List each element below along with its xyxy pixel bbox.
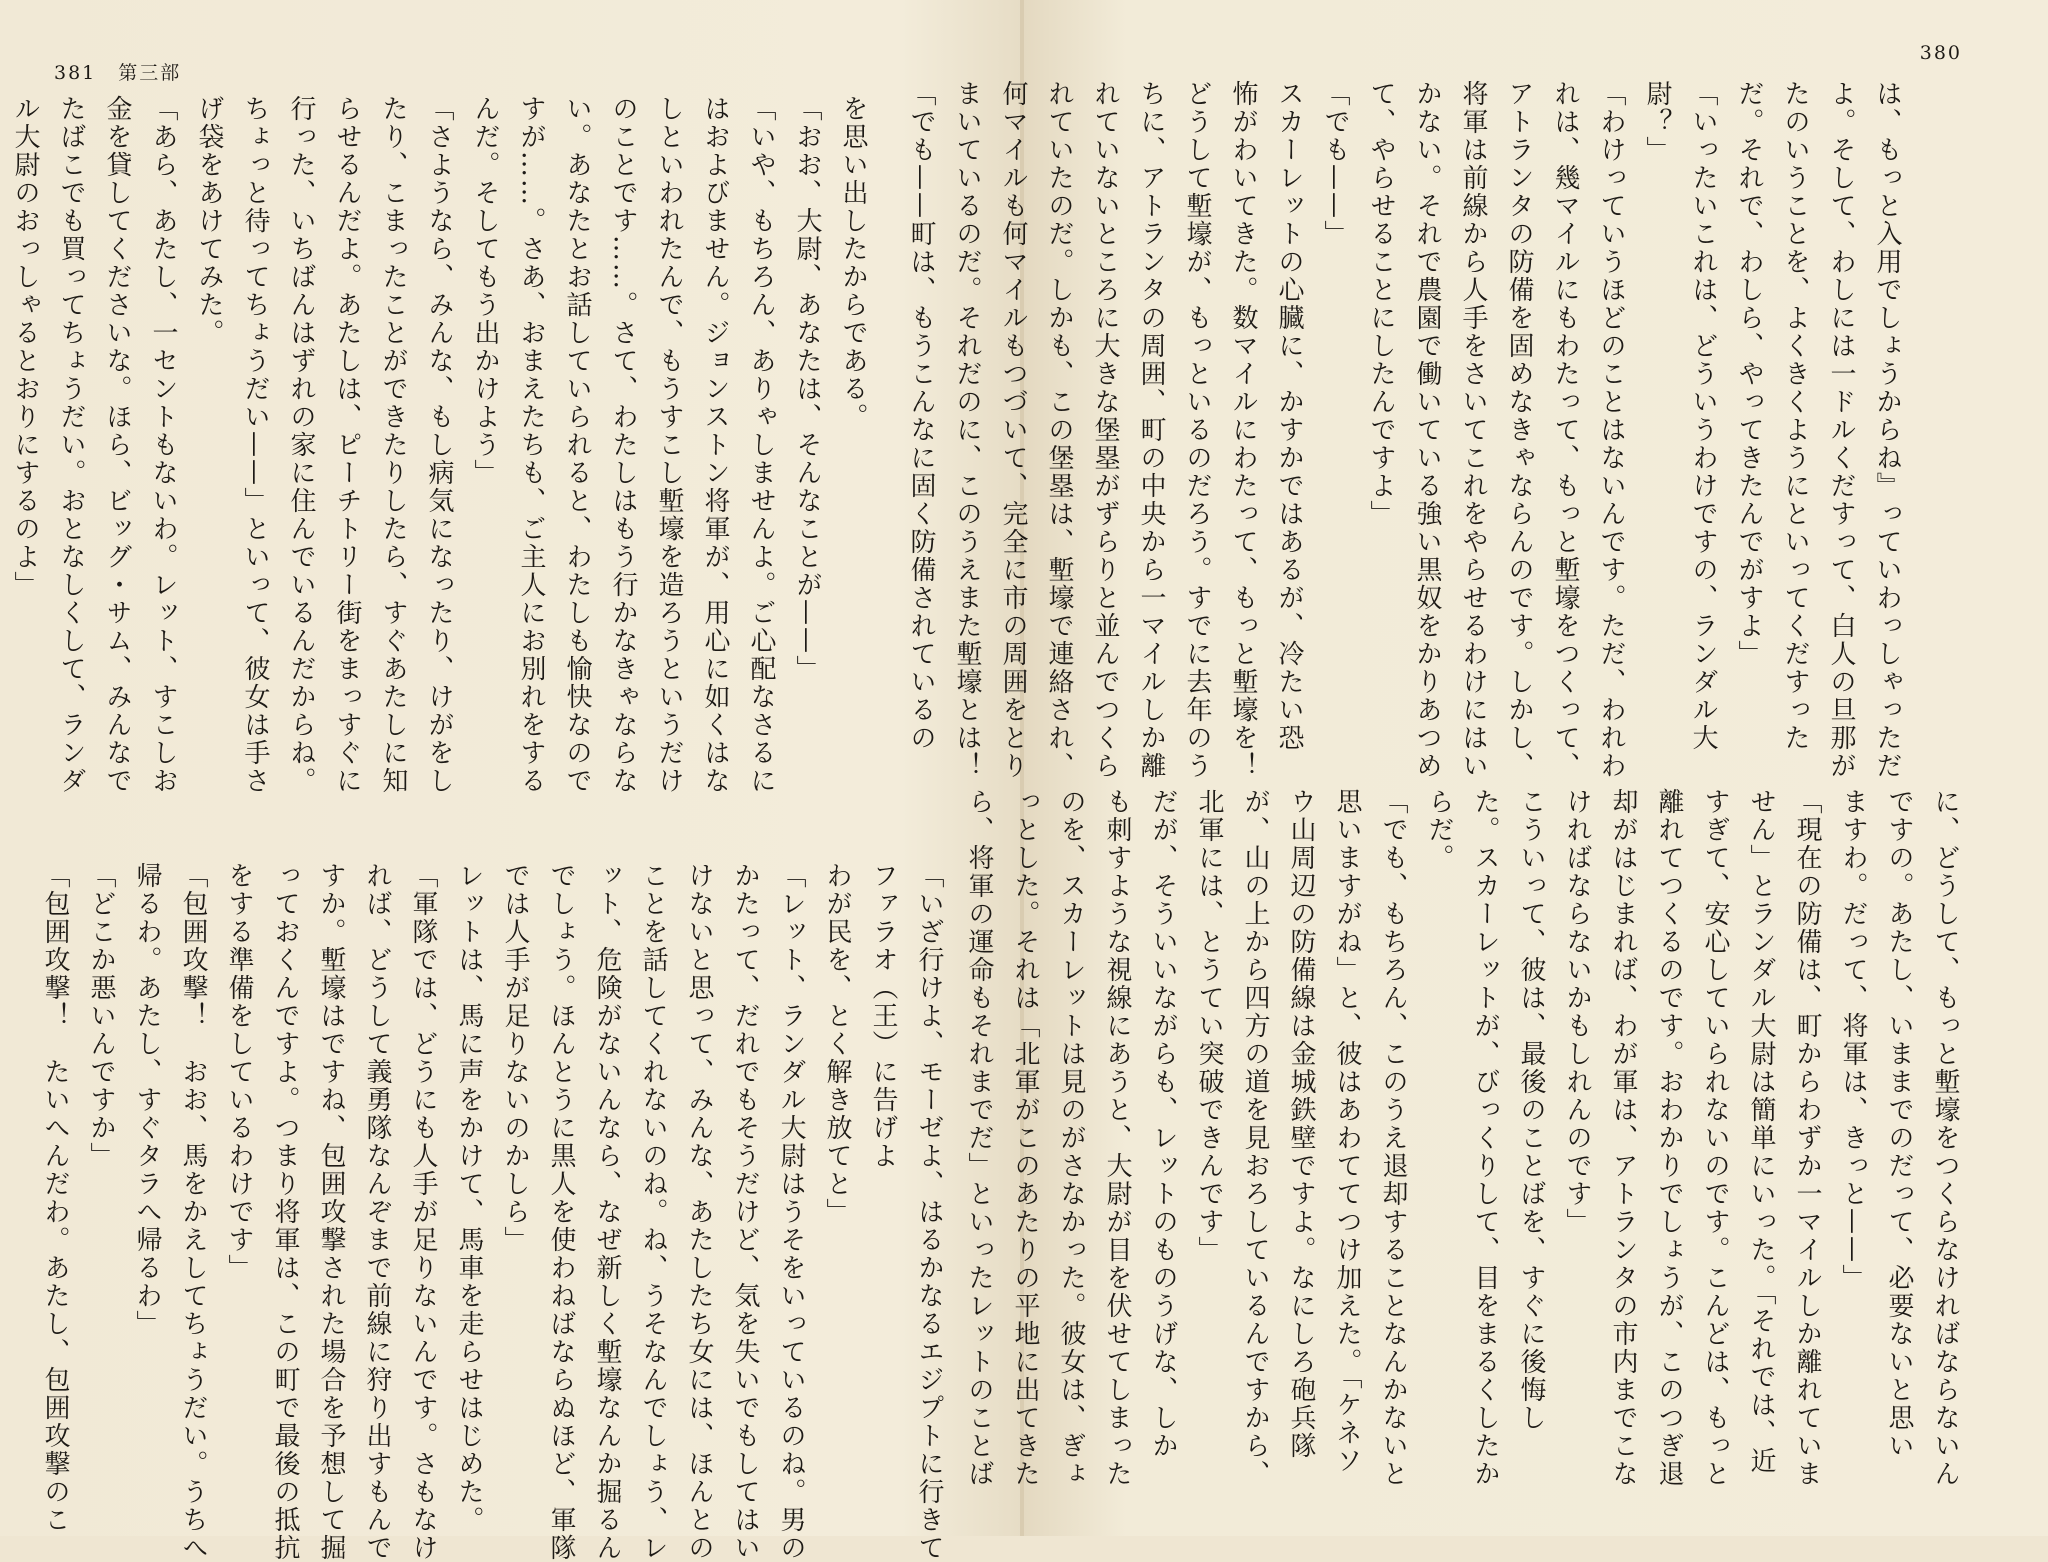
text-line: 「現在の防備は、町からわずか一マイルしか離れていま xyxy=(1792,788,1822,1488)
text-line: た。スカーレットが、びっくりして、目をまるくしたか xyxy=(1470,788,1500,1488)
left-lower-text-block xyxy=(32,862,952,1562)
text-line: かたって、だれでもそうだけど、気を失いでもしてはい xyxy=(730,862,760,1562)
text-line: をする準備をしているわけです」 xyxy=(224,862,254,1282)
text-line: はおよびません。ジョンストン将軍が、用心に如くはな xyxy=(700,95,730,795)
right-upper-text-block xyxy=(898,80,1910,780)
text-line: ル大尉のおっしゃるとおりにするのよ」 xyxy=(10,95,40,599)
section-title: 第三部 xyxy=(118,62,182,84)
left-page-number: 381 xyxy=(54,62,97,84)
text-line: よ。そして、わしには一ドルくだすって、白人の旦那が xyxy=(1826,80,1856,780)
text-line: 将軍は前線から人手をさいてこれをやらせるわけにはい xyxy=(1458,80,1488,780)
text-line: を思い出したからである。 xyxy=(838,95,868,431)
text-line: らだ。 xyxy=(1424,788,1454,872)
text-line: たばこでも買ってちょうだい。おとなしくして、ランダ xyxy=(56,95,86,795)
text-line: っておくんですよ。つまり将軍は、この町で最後の抵抗 xyxy=(270,862,300,1562)
text-line: ですの。あたし、いままでのだって、必要ないと思い xyxy=(1884,788,1914,1460)
text-line: たり、こまったことができたりしたら、すぐあたしに知 xyxy=(378,95,408,795)
text-line: すぎて、安心していられないのです。こんどは、もっと xyxy=(1700,788,1730,1488)
text-line: のを、スカーレットは見のがさなかった。彼女は、ぎょ xyxy=(1056,788,1086,1488)
text-line: 「でも——町は、もうこんなに固く防備されているの xyxy=(906,80,936,752)
text-line: ことを話してくれないのね。ね、うそなんでしょう、レ xyxy=(638,862,668,1562)
text-line: 何マイルも何マイルもつづいて、完全に市の周囲をとり xyxy=(998,80,1028,780)
text-line: 「レット、ランダル大尉はうそをいっているのね。男の xyxy=(776,862,806,1562)
text-line: 行った、いちばんはずれの家に住んでいるんだからね。 xyxy=(286,95,316,795)
text-line: では人手が足りないのかしら」 xyxy=(500,862,530,1254)
text-line: かない。それで農園で働いている強い黒奴をかりあつめ xyxy=(1412,80,1442,780)
text-line: 「いったいこれは、どういうわけですの、ランダル大 xyxy=(1688,80,1718,752)
text-line: ちょっと待ってちょうだい——」といって、彼女は手さ xyxy=(240,95,270,795)
text-line: に、どうして、もっと塹壕をつくらなければならないん xyxy=(1930,788,1960,1488)
text-line: 尉？」 xyxy=(1642,80,1672,164)
text-line: こういって、彼は、最後のことばを、すぐに後悔し xyxy=(1516,788,1546,1432)
text-line: ますわ。だって、将軍は、きっと——」 xyxy=(1838,788,1868,1292)
text-line: ければならないかもしれんのです」 xyxy=(1562,788,1592,1236)
text-line: 帰るわ。あたし、すぐタラへ帰るわ」 xyxy=(132,862,162,1338)
text-line: でしょう。ほんとうに黒人を使わねばならぬほど、軍隊 xyxy=(546,862,576,1562)
text-line: アトランタの防備を固めなきゃならんのです。しかし、 xyxy=(1504,80,1534,780)
right-lower-text-block xyxy=(956,788,1968,1488)
text-line: ファラオ（王）に告げよ xyxy=(868,862,898,1170)
text-line: しといわれたんで、もうすこし塹壕を造ろうというだけ xyxy=(654,95,684,795)
text-line: ウ山周辺の防備線は金城鉄壁ですよ。なにしろ砲兵隊 xyxy=(1286,788,1316,1460)
text-line: 「いざ行けよ、モーゼよ、はるかなるエジプトに行きて xyxy=(914,862,944,1562)
text-line: 却がはじまれば、わが軍は、アトランタの市内までこな xyxy=(1608,788,1638,1488)
left-page-header xyxy=(54,58,181,85)
text-line: 「わけっていうほどのことはないんです。ただ、われわ xyxy=(1596,80,1626,780)
text-line: れていないところに大きな堡塁がずらりと並んでつくら xyxy=(1090,80,1120,780)
text-line: 思いますがね」と、彼はあわててつけ加えた。「ケネソ xyxy=(1332,788,1362,1475)
text-line: 北軍には、とうてい突破できんです」 xyxy=(1194,788,1224,1264)
text-line: んだ。そしてもう出かけよう」 xyxy=(470,95,500,487)
text-line: れは、幾マイルにもわたって、もっと塹壕をつくって、 xyxy=(1550,80,1580,780)
text-line: は、もっと入用でしょうからね』っていわっしゃっただ xyxy=(1872,80,1902,780)
text-line: 「軍隊では、どうにも人手が足りないんです。さもなけ xyxy=(408,862,438,1562)
text-line: すが……。さあ、おまえたちも、ご主人にお別れをする xyxy=(516,95,546,795)
text-line: 「あら、あたし、一セントもないわ。レット、すこしお xyxy=(148,95,178,795)
text-line: せん」とランダル大尉は簡単にいった。「それでは、近 xyxy=(1746,788,1776,1475)
left-upper-text-block xyxy=(0,95,876,795)
text-line: スカーレットの心臓に、かすかではあるが、冷たい恐 xyxy=(1274,80,1304,752)
text-line: い。あなたとお話していられると、わたしも愉快なので xyxy=(562,95,592,795)
text-line: のことです……。さて、わたしはもう行かなきゃならな xyxy=(608,95,638,795)
text-line: も刺すような視線にあうと、大尉が目を伏せてしまった xyxy=(1102,788,1132,1488)
text-line: 金を貸してくださいな。ほら、ビッグ・サム、みんなで xyxy=(102,95,132,795)
text-line: ら、将軍の運命もそれまでだ」といったレットのことば xyxy=(964,788,994,1488)
text-line: だ。それで、わしら、やってきたんでがすよ」 xyxy=(1734,80,1764,668)
text-line: 「包囲攻撃！ たいへんだわ。あたし、包囲攻撃のこ xyxy=(40,862,70,1534)
text-line: が、山の上から四方の道を見おろしているんですから、 xyxy=(1240,788,1270,1488)
text-line: すか。塹壕はですね、包囲攻撃された場合を予想して掘 xyxy=(316,862,346,1562)
text-line: どうして塹壕が、もっといるのだろう。すでに去年のう xyxy=(1182,80,1212,780)
text-line: 「でも——」 xyxy=(1320,80,1350,248)
text-line: れていたのだ。しかも、この堡塁は、塹壕で連絡され、 xyxy=(1044,80,1074,780)
text-line: 怖がわいてきた。数マイルにわたって、もっと塹壕を！ xyxy=(1228,80,1258,780)
right-page-number: 380 xyxy=(1919,42,1962,64)
text-line: 「どこか悪いんですか」 xyxy=(86,862,116,1170)
text-line: 離れてつくるのです。おわかりでしょうが、このつぎ退 xyxy=(1654,788,1684,1488)
text-line: れば、どうして義勇隊なんぞまで前線に狩り出すもんで xyxy=(362,862,392,1562)
text-line: らせるんだよ。あたしは、ピーチトリー街をまっすぐに xyxy=(332,95,362,795)
text-line: ちに、アトランタの周囲、町の中央から一マイルしか離 xyxy=(1136,80,1166,780)
text-line: 「包囲攻撃！ おお、馬をかえしてちょうだい。うちへ xyxy=(178,862,208,1562)
text-line xyxy=(0,95,2,775)
text-line: わが民を、とく解き放てと」 xyxy=(822,862,852,1226)
text-line: 「でも、もちろん、このうえ退却することなんかないと xyxy=(1378,788,1408,1488)
text-line: レットは、馬に声をかけて、馬車を走らせはじめた。 xyxy=(454,862,484,1534)
text-line: たのいうことを、よくきくようにといってくだすった xyxy=(1780,80,1810,752)
text-line: だが、そういいながらも、レットのものうげな、しか xyxy=(1148,788,1178,1460)
text-line: 「いや、もちろん、ありゃしませんよ。ご心配なさるに xyxy=(746,95,776,795)
text-line: まいているのだ。それだのに、このうえまた塹壕とは！ xyxy=(952,80,982,780)
text-line: けないと思って、みんな、あたしたち女には、ほんとの xyxy=(684,862,714,1562)
text-line: 「さようなら、みんな、もし病気になったり、けがをし xyxy=(424,95,454,795)
text-line: ット、危険がないんなら、なぜ新しく塹壕なんか掘るん xyxy=(592,862,622,1562)
text-line: て、やらせることにしたんですよ」 xyxy=(1366,80,1396,528)
text-line: げ袋をあけてみた。 xyxy=(194,95,224,347)
text-line: っとした。それは「北軍がこのあたりの平地に出てきた xyxy=(1010,788,1040,1488)
text-line: 「おお、大尉、あなたは、そんなことが——」 xyxy=(792,95,822,683)
